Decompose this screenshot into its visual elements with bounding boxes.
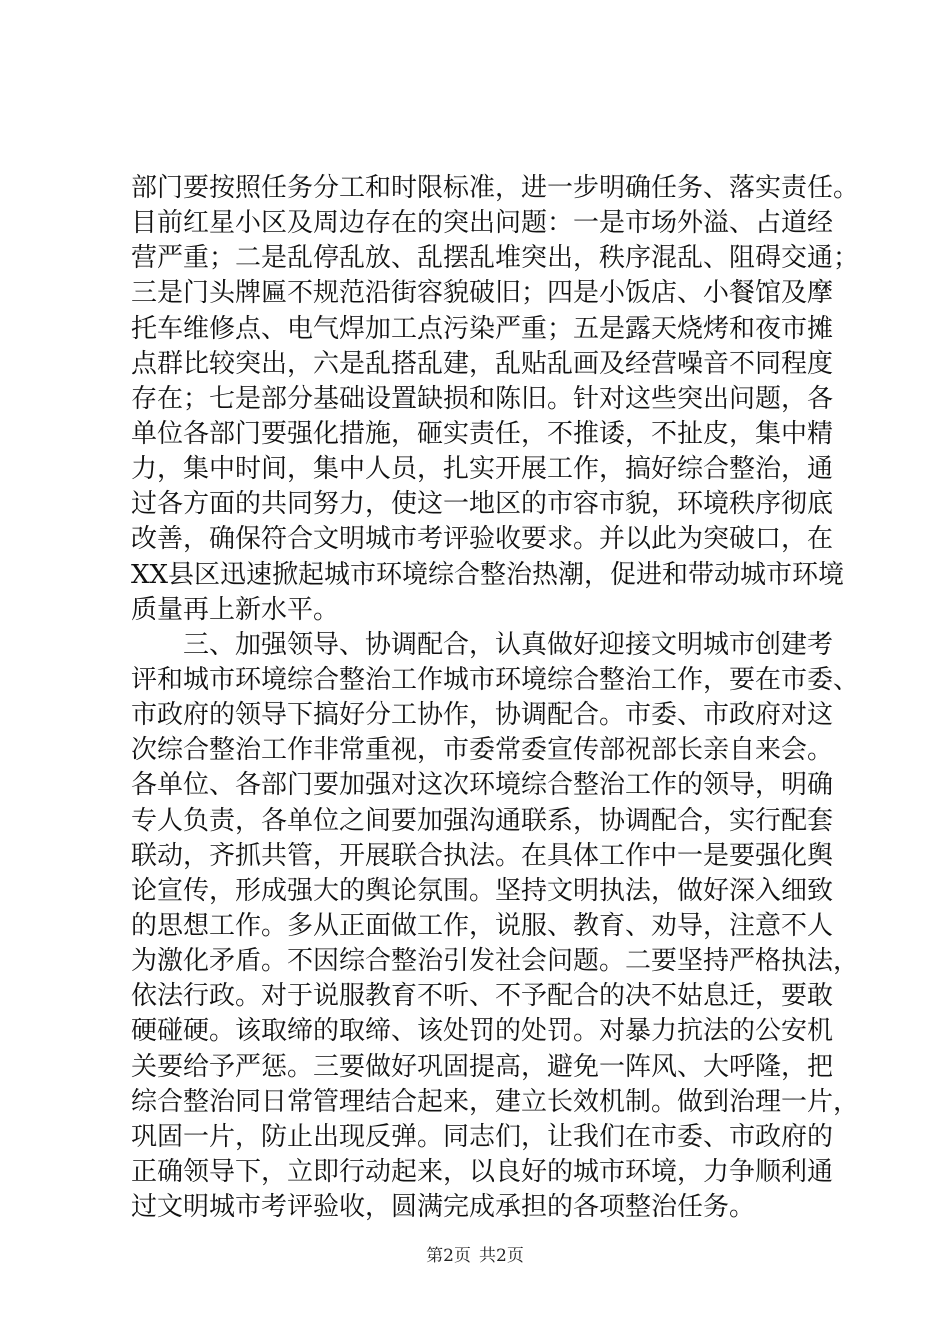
- text-line: 各单位、各部门要加强对这次环境综合整治工作的领导，明确: [131, 770, 834, 801]
- text-line: 次综合整治工作非常重视，市委常委宣传部祝部长亲自来会。: [131, 735, 834, 766]
- paragraph-start-line: 三、加强领导、协调配合，认真做好迎接文明城市创建考: [183, 629, 834, 660]
- text-line: 市政府的领导下搞好分工协作，协调配合。市委、市政府对这: [131, 700, 834, 731]
- text-line: 依法行政。对于说服教育不听、不予配合的决不姑息迁，要敢: [131, 981, 834, 1012]
- text-line: 硬碰硬。该取缔的取缔、该处罚的处罚。对暴力抗法的公安机: [131, 1016, 834, 1047]
- text-line: 为激化矛盾。不因综合整治引发社会问题。二要坚持严格执法，: [131, 946, 860, 977]
- text-line: 过各方面的共同努力，使这一地区的市容市貌，环境秩序彻底: [131, 489, 834, 520]
- text-line: 巩固一片，防止出现反弹。同志们，让我们在市委、市政府的: [131, 1121, 834, 1152]
- text-line: 正确领导下，立即行动起来，以良好的城市环境，力争顺利通: [131, 1156, 834, 1187]
- text-line: 综合整治同日常管理结合起来，建立长效机制。做到治理一片，: [131, 1086, 860, 1117]
- paragraph-end-line: 过文明城市考评验收，圆满完成承担的各项整治任务。: [131, 1192, 756, 1223]
- text-line: 联动，齐抓共管，开展联合执法。在具体工作中一是要强化舆: [131, 840, 834, 871]
- text-line: XX县区迅速掀起城市环境综合整治热潮，促进和带动城市环境: [131, 559, 845, 590]
- document-body: [131, 171, 860, 1225]
- text-line: 力，集中时间，集中人员，扎实开展工作，搞好综合整治，通: [131, 454, 834, 485]
- page-total: 共2页: [479, 1246, 524, 1266]
- text-line: 点群比较突出，六是乱搭乱建，乱贴乱画及经营噪音不同程度: [131, 348, 834, 379]
- text-line: 改善，确保符合文明城市考评验收要求。并以此为突破口，在: [131, 524, 834, 555]
- paragraph-end-line: 质量再上新水平。: [131, 594, 340, 625]
- text-line: 存在；七是部分基础设置缺损和陈旧。针对这些突出问题，各: [131, 383, 834, 414]
- text-line: 部门要按照任务分工和时限标准，进一步明确任务、落实责任。: [131, 173, 860, 203]
- text-line: 的思想工作。多从正面做工作，说服、教育、劝导，注意不人: [131, 910, 834, 941]
- text-line: 托车维修点、电气焊加工点污染严重；五是露天烧烤和夜市摊: [131, 313, 834, 344]
- page-footer: [0, 1244, 950, 1268]
- text-line: 评和城市环境综合整治工作城市环境综合整治工作，要在市委、: [131, 664, 860, 695]
- text-line: 单位各部门要强化措施，砸实责任，不推诿，不扯皮，集中精: [131, 418, 834, 449]
- page-number: 第2页: [426, 1246, 471, 1266]
- text-line: 专人负责，各单位之间要加强沟通联系，协调配合，实行配套: [131, 805, 834, 836]
- text-line: 关要给予严惩。三要做好巩固提高，避免一阵风、大呼隆，把: [131, 1051, 834, 1082]
- text-line: 论宣传，形成强大的舆论氛围。坚持文明执法，做好深入细致: [131, 875, 834, 906]
- text-line: 营严重；二是乱停乱放、乱摆乱堆突出，秩序混乱、阻碍交通；: [131, 243, 860, 274]
- text-line: 目前红星小区及周边存在的突出问题：一是市场外溢、占道经: [131, 208, 834, 239]
- text-line: 三是门头牌匾不规范沿街容貌破旧；四是小饭店、小餐馆及摩: [131, 278, 834, 309]
